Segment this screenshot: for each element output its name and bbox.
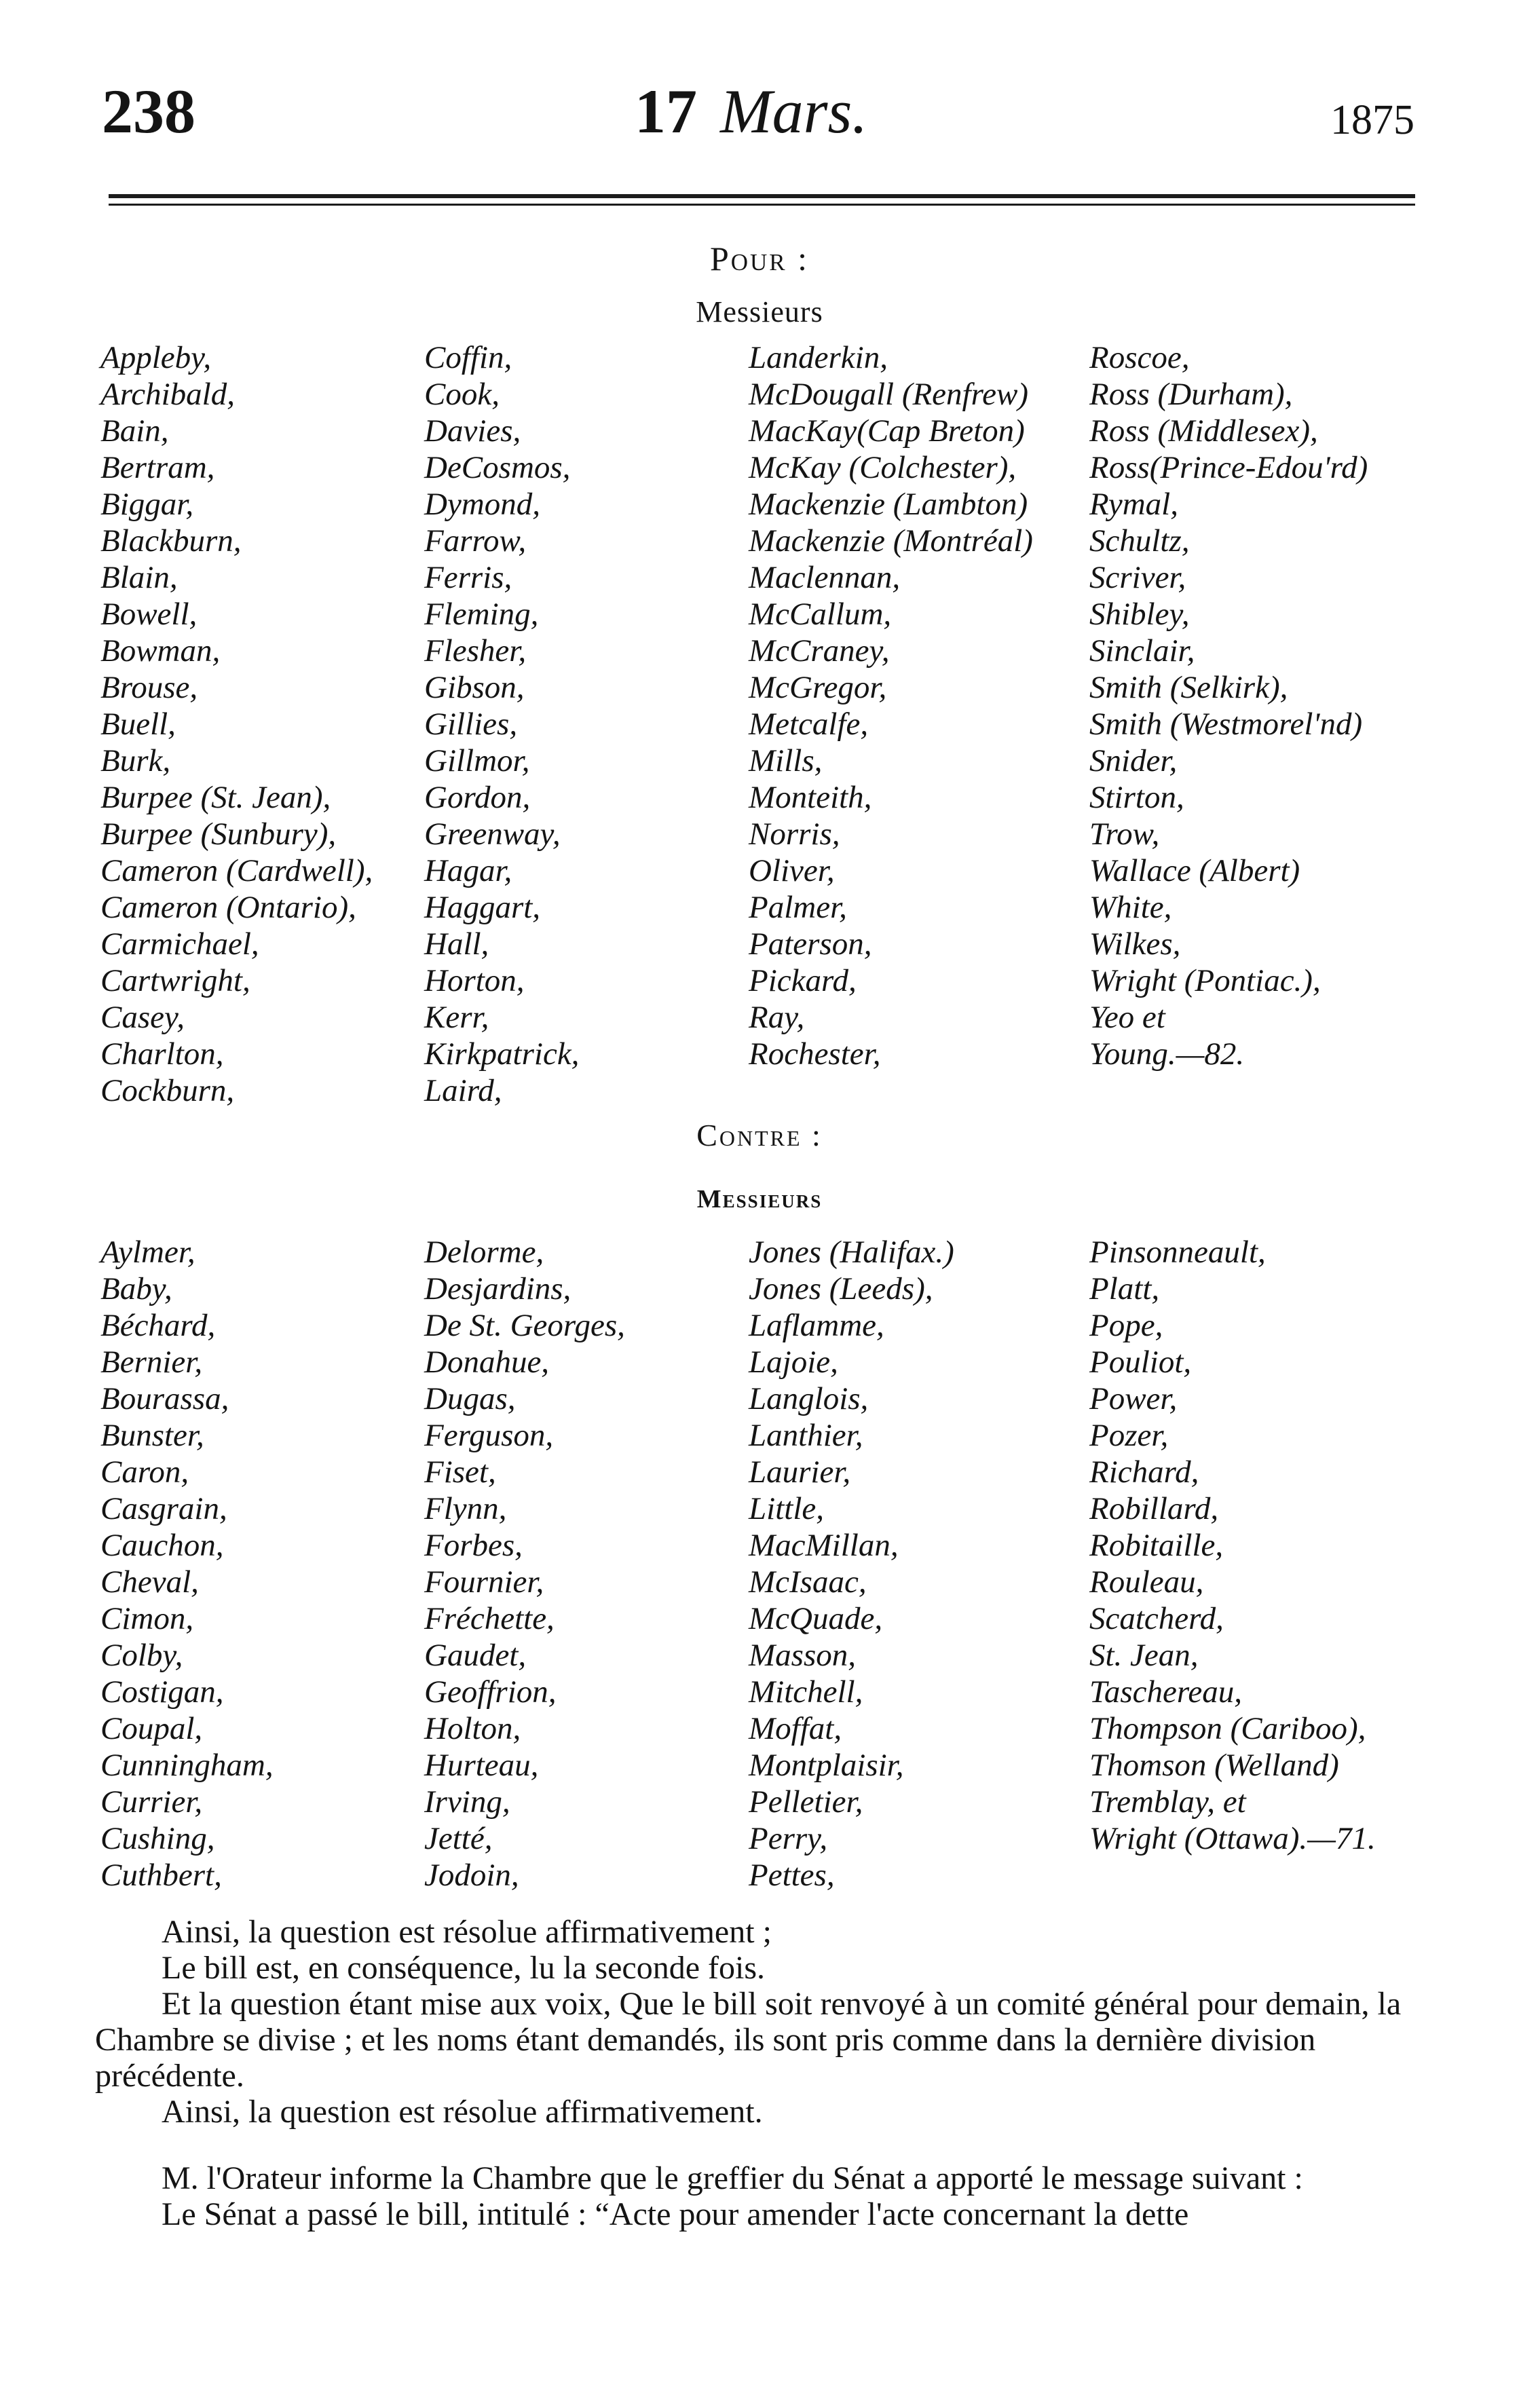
member-name: Haggart,: [424, 890, 541, 925]
pour-column-3: [749, 339, 1033, 1072]
member-name: Béchard,: [100, 1308, 216, 1343]
paragraph: M. l'Orateur informe la Chambre que le greffier du Sénat a apporté le message suivant :: [162, 2160, 1303, 2196]
page-number: 238: [102, 77, 195, 146]
header-rule: [109, 194, 1415, 198]
member-name: Farrow,: [424, 523, 527, 559]
paragraph: Le Sénat a passé le bill, intitulé : “Acte pour amender l'acte concernant la dette: [162, 2196, 1189, 2232]
member-name: Masson,: [749, 1638, 856, 1673]
member-name: Laird,: [424, 1073, 502, 1108]
member-name: Maclennan,: [749, 560, 901, 595]
member-name: Platt,: [1089, 1271, 1160, 1306]
member-name: Norris,: [749, 816, 840, 852]
member-name: Dymond,: [424, 487, 540, 522]
member-name: McQuade,: [749, 1601, 883, 1636]
contre-column-1: [100, 1234, 274, 1894]
member-name: Ross (Durham),: [1089, 377, 1293, 412]
member-name: Little,: [749, 1491, 824, 1526]
member-name: Desjardins,: [424, 1271, 571, 1306]
member-name: Cauchon,: [100, 1528, 224, 1563]
member-name: Laflamme,: [749, 1308, 884, 1343]
member-name: Brouse,: [100, 670, 198, 705]
member-name: Tremblay, et: [1089, 1784, 1246, 1820]
member-name: Gillmor,: [424, 743, 530, 778]
member-name: Moffat,: [749, 1711, 842, 1746]
member-name: Gaudet,: [424, 1638, 527, 1673]
member-name: Geoffrion,: [424, 1674, 557, 1710]
member-name: Jones (Leeds),: [749, 1271, 933, 1306]
member-name: Currier,: [100, 1784, 203, 1820]
member-name: Fournier,: [424, 1564, 544, 1600]
member-name: De St. Georges,: [424, 1308, 625, 1343]
member-name: DeCosmos,: [424, 450, 571, 485]
member-name: Donahue,: [424, 1344, 550, 1380]
member-name: Bunster,: [100, 1418, 204, 1453]
member-name: Rouleau,: [1089, 1564, 1204, 1600]
member-name: Ferris,: [424, 560, 512, 595]
member-name: Davies,: [424, 413, 521, 449]
member-name: Burk,: [100, 743, 171, 778]
pour-column-4: [1089, 339, 1368, 1072]
member-name: Flesher,: [424, 633, 527, 669]
member-name: Kerr,: [424, 1000, 489, 1035]
member-name: Blain,: [100, 560, 178, 595]
member-name: Wallace (Albert): [1089, 853, 1300, 888]
member-name: Carmichael,: [100, 926, 259, 962]
member-name: Appleby,: [100, 340, 212, 375]
header-rule-thin: [109, 204, 1415, 206]
paragraph: Ainsi, la question est résolue affirmativement ;: [162, 1914, 772, 1950]
member-name: Langlois,: [749, 1381, 869, 1416]
member-name: Mackenzie (Lambton): [749, 487, 1028, 522]
member-name: Cimon,: [100, 1601, 194, 1636]
member-name: Richard,: [1089, 1454, 1199, 1490]
member-name: Taschereau,: [1089, 1674, 1242, 1710]
member-name: Young.—82.: [1089, 1036, 1245, 1072]
member-name: Greenway,: [424, 816, 561, 852]
member-name: Costigan,: [100, 1674, 224, 1710]
member-name: Pickard,: [749, 963, 857, 998]
member-name: Mills,: [749, 743, 823, 778]
member-name: Baby,: [100, 1271, 172, 1306]
pour-column-2: [424, 339, 579, 1109]
member-name: Casgrain,: [100, 1491, 227, 1526]
member-name: Wright (Pontiac.),: [1089, 963, 1321, 998]
body-text: [95, 1914, 1419, 2232]
member-name: Bain,: [100, 413, 169, 449]
member-name: Fiset,: [424, 1454, 496, 1490]
member-name: Fleming,: [424, 597, 539, 632]
pour-subheading: Messieurs: [696, 295, 823, 328]
member-name: Pelletier,: [749, 1784, 863, 1820]
member-name: McKay (Colchester),: [749, 450, 1017, 485]
member-name: Forbes,: [424, 1528, 523, 1563]
member-name: Mitchell,: [749, 1674, 863, 1710]
member-name: Gordon,: [424, 780, 531, 815]
member-name: Yeo et: [1089, 1000, 1165, 1035]
member-name: McIsaac,: [749, 1564, 867, 1600]
contre-column-2: [424, 1234, 625, 1894]
member-name: Thompson (Cariboo),: [1089, 1711, 1366, 1746]
member-name: Cheval,: [100, 1564, 199, 1600]
member-name: Jones (Halifax.): [749, 1235, 954, 1270]
member-name: Cunningham,: [100, 1748, 274, 1783]
member-name: Ross(Prince-Edou'rd): [1089, 450, 1368, 485]
member-name: Pope,: [1089, 1308, 1163, 1343]
member-name: Irving,: [424, 1784, 510, 1820]
member-name: Biggar,: [100, 487, 194, 522]
member-name: Cameron (Ontario),: [100, 890, 356, 925]
member-name: Bernier,: [100, 1344, 203, 1380]
member-name: Gillies,: [424, 707, 518, 742]
member-name: Smith (Selkirk),: [1089, 670, 1288, 705]
member-name: Schultz,: [1089, 523, 1190, 559]
member-name: Lajoie,: [749, 1344, 838, 1380]
contre-column-3: [749, 1234, 954, 1894]
member-name: Cushing,: [100, 1821, 215, 1856]
member-name: Pozer,: [1089, 1418, 1169, 1453]
member-name: Roscoe,: [1089, 340, 1190, 375]
member-name: Archibald,: [100, 377, 235, 412]
member-name: Lanthier,: [749, 1418, 863, 1453]
contre-heading: Contre :: [696, 1118, 823, 1152]
member-name: Cameron (Cardwell),: [100, 853, 373, 888]
member-name: Jetté,: [424, 1821, 493, 1856]
member-name: St. Jean,: [1089, 1638, 1199, 1673]
member-name: Holton,: [424, 1711, 521, 1746]
member-name: Charlton,: [100, 1036, 224, 1072]
member-name: Paterson,: [749, 926, 872, 962]
member-name: Landerkin,: [749, 340, 888, 375]
member-name: Burpee (Sunbury),: [100, 816, 337, 852]
member-name: Hurteau,: [424, 1748, 539, 1783]
member-name: McGregor,: [749, 670, 887, 705]
contre-subheading: Messieurs: [696, 1185, 823, 1214]
member-name: Thomson (Welland): [1089, 1748, 1339, 1783]
member-name: Scatcherd,: [1089, 1601, 1224, 1636]
member-name: Pettes,: [749, 1858, 835, 1893]
date-day: 17: [635, 77, 697, 146]
member-name: Scriver,: [1089, 560, 1186, 595]
member-name: Jodoin,: [424, 1858, 519, 1893]
member-name: Gibson,: [424, 670, 525, 705]
member-name: Kirkpatrick,: [424, 1036, 580, 1072]
member-name: Shibley,: [1089, 597, 1190, 632]
member-name: Snider,: [1089, 743, 1178, 778]
member-name: Montplaisir,: [749, 1748, 904, 1783]
member-name: Casey,: [100, 1000, 185, 1035]
member-name: Trow,: [1089, 816, 1160, 852]
member-name: Cockburn,: [100, 1073, 235, 1108]
member-name: McCallum,: [749, 597, 892, 632]
member-name: Sinclair,: [1089, 633, 1195, 669]
member-name: Burpee (St. Jean),: [100, 780, 331, 815]
member-name: Colby,: [100, 1638, 183, 1673]
member-name: Coffin,: [424, 340, 512, 375]
member-name: Stirton,: [1089, 780, 1184, 815]
member-name: Wright (Ottawa).—71.: [1089, 1821, 1376, 1856]
member-name: Fréchette,: [424, 1601, 555, 1636]
member-name: Robitaille,: [1089, 1528, 1224, 1563]
member-name: Delorme,: [424, 1235, 544, 1270]
paragraph: Le bill est, en conséquence, lu la seconde fois.: [162, 1950, 766, 1986]
date-month: Mars.: [720, 77, 868, 146]
member-name: Pouliot,: [1089, 1344, 1192, 1380]
member-name: Power,: [1089, 1381, 1178, 1416]
member-name: Pinsonneault,: [1089, 1235, 1266, 1270]
member-name: Cartwright,: [100, 963, 250, 998]
member-name: Coupal,: [100, 1711, 203, 1746]
paragraph: Et la question étant mise aux voix, Que le bill soit renvoyé à un comité général pour demain, la Chambre se divise ; et les noms étant demandés, ils sont pris comme dans la dernière division précédente.: [95, 1986, 1402, 2094]
member-name: Hagar,: [424, 853, 512, 888]
member-name: Oliver,: [749, 853, 835, 888]
member-name: Rochester,: [749, 1036, 881, 1072]
member-name: Palmer,: [749, 890, 847, 925]
member-name: Bertram,: [100, 450, 215, 485]
member-name: Caron,: [100, 1454, 189, 1490]
member-name: Monteith,: [749, 780, 872, 815]
member-name: Metcalfe,: [749, 707, 869, 742]
member-name: Blackburn,: [100, 523, 242, 559]
member-name: Mackenzie (Montréal): [749, 523, 1033, 559]
pour-heading: Pour :: [709, 240, 810, 278]
member-name: Ray,: [749, 1000, 805, 1035]
member-name: McCraney,: [749, 633, 890, 669]
member-name: Horton,: [424, 963, 525, 998]
paragraph: Ainsi, la question est résolue affirmativement.: [162, 2094, 763, 2130]
member-name: Dugas,: [424, 1381, 516, 1416]
member-name: Buell,: [100, 707, 176, 742]
member-name: Bowell,: [100, 597, 198, 632]
member-name: Wilkes,: [1089, 926, 1181, 962]
member-name: Bowman,: [100, 633, 221, 669]
member-name: Cook,: [424, 377, 500, 412]
page-year: 1875: [1330, 97, 1414, 143]
member-name: Bourassa,: [100, 1381, 229, 1416]
member-name: Hall,: [424, 926, 489, 962]
member-name: Perry,: [749, 1821, 828, 1856]
member-name: Robillard,: [1089, 1491, 1219, 1526]
member-name: Laurier,: [749, 1454, 851, 1490]
member-name: Smith (Westmorel'nd): [1089, 707, 1363, 742]
member-name: Ferguson,: [424, 1418, 554, 1453]
member-name: MacKay(Cap Breton): [749, 413, 1025, 449]
member-name: Cuthbert,: [100, 1858, 222, 1893]
pour-column-1: [100, 339, 373, 1109]
member-name: Flynn,: [424, 1491, 507, 1526]
member-name: White,: [1089, 890, 1172, 925]
page-date: [635, 77, 868, 146]
contre-column-4: [1089, 1234, 1376, 1857]
member-name: Aylmer,: [100, 1235, 195, 1270]
member-name: MacMillan,: [749, 1528, 899, 1563]
member-name: McDougall (Renfrew): [749, 377, 1029, 412]
member-name: Rymal,: [1089, 487, 1178, 522]
member-name: Ross (Middlesex),: [1089, 413, 1318, 449]
